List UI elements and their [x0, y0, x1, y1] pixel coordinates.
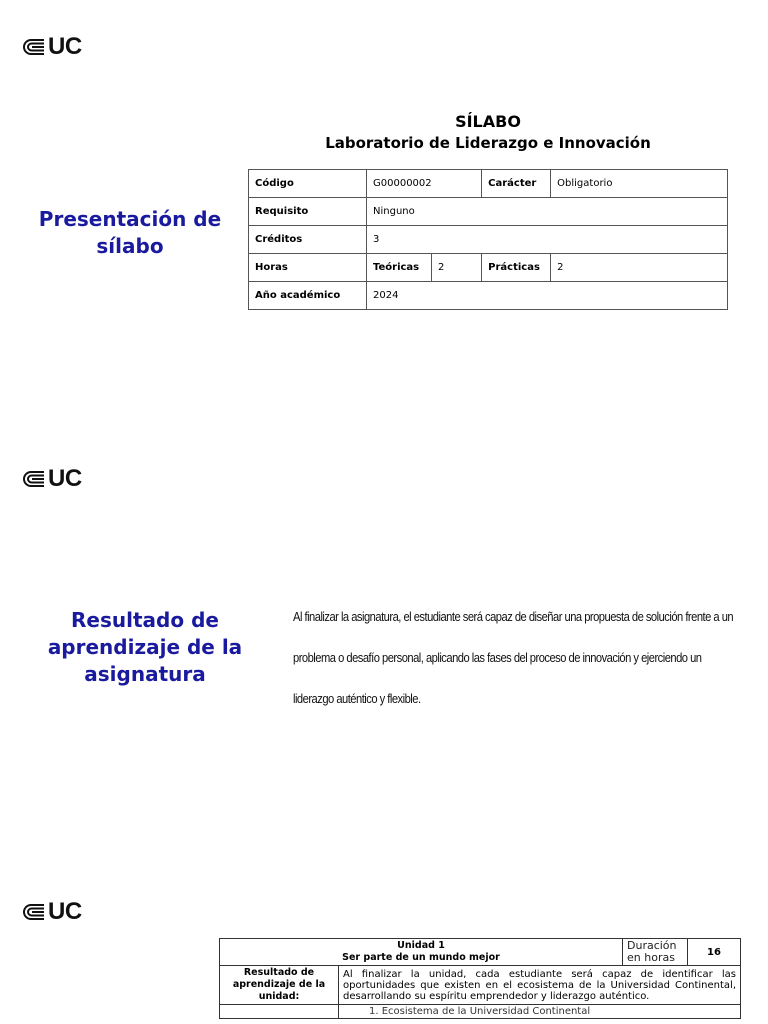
- syllabus-title: SÍLABO: [455, 112, 521, 131]
- presentation-title: Presentación de sílabo: [38, 207, 222, 258]
- caracter-value: Obligatorio: [551, 170, 728, 198]
- syllabus-heading: [248, 112, 728, 154]
- uc-logo: [22, 467, 82, 491]
- uc-logo-mark-icon: [22, 902, 46, 922]
- syllabus-info-table: [248, 169, 728, 310]
- requisito-value: Ninguno: [367, 198, 728, 226]
- codigo-value: G00000002: [367, 170, 482, 198]
- caracter-label: Carácter: [482, 170, 551, 198]
- table-row: [249, 254, 728, 282]
- unit-result-text: Al finalizar la unidad, cada estudiante será capaz de identificar las oportunidades que existen en el ecosistema de la Universidad Continental, desarrollando su espíritu emprendedor y liderazgo auténtico.: [339, 966, 741, 1005]
- codigo-label: Código: [249, 170, 367, 198]
- table-row: [249, 282, 728, 310]
- unit-content-row: 1. Ecosistema de la Universidad Continental: [339, 1005, 741, 1019]
- unit-title: Unidad 1: [397, 940, 445, 951]
- creditos-label: Créditos: [249, 226, 367, 254]
- anio-value: 2024: [367, 282, 728, 310]
- unit-header: [220, 939, 623, 966]
- uc-logo-text: UC: [48, 898, 82, 925]
- table-row: [249, 198, 728, 226]
- table-row: [249, 226, 728, 254]
- uc-logo: [22, 900, 82, 924]
- table-row: [220, 966, 741, 1005]
- practicas-value: 2: [551, 254, 728, 282]
- uc-logo-mark-icon: [22, 37, 46, 57]
- duration-value: 16: [688, 939, 741, 966]
- duration-label: Duración en horas: [623, 939, 688, 966]
- table-row: [220, 939, 741, 966]
- uc-logo-text: UC: [48, 33, 82, 60]
- uc-logo: [22, 35, 82, 59]
- requisito-label: Requisito: [249, 198, 367, 226]
- teoricas-value: 2: [432, 254, 482, 282]
- table-row: [249, 170, 728, 198]
- table-row: [220, 1005, 741, 1019]
- horas-label: Horas: [249, 254, 367, 282]
- course-name: Laboratorio de Liderazgo e Innovación: [325, 134, 651, 152]
- uc-logo-mark-icon: [22, 469, 46, 489]
- practicas-label: Prácticas: [482, 254, 551, 282]
- unit-table: [219, 938, 741, 1019]
- learning-outcome-text: Al finalizar la asignatura, el estudiante será capaz de diseñar una propuesta de solución frente a un problema o desafío personal, aplicando las fases del proceso de innovación y ejerciendo un liderazgo auténtico y flexible.: [293, 609, 734, 706]
- uc-logo-text: UC: [48, 465, 82, 492]
- creditos-value: 3: [367, 226, 728, 254]
- teoricas-label: Teóricas: [367, 254, 432, 282]
- learning-outcome-title: Resultado de aprendizaje de la asignatura: [47, 608, 243, 686]
- unit-subtitle: Ser parte de un mundo mejor: [342, 952, 500, 963]
- anio-label: Año académico: [249, 282, 367, 310]
- unit-result-label: Resultado de aprendizaje de la unidad:: [220, 966, 339, 1005]
